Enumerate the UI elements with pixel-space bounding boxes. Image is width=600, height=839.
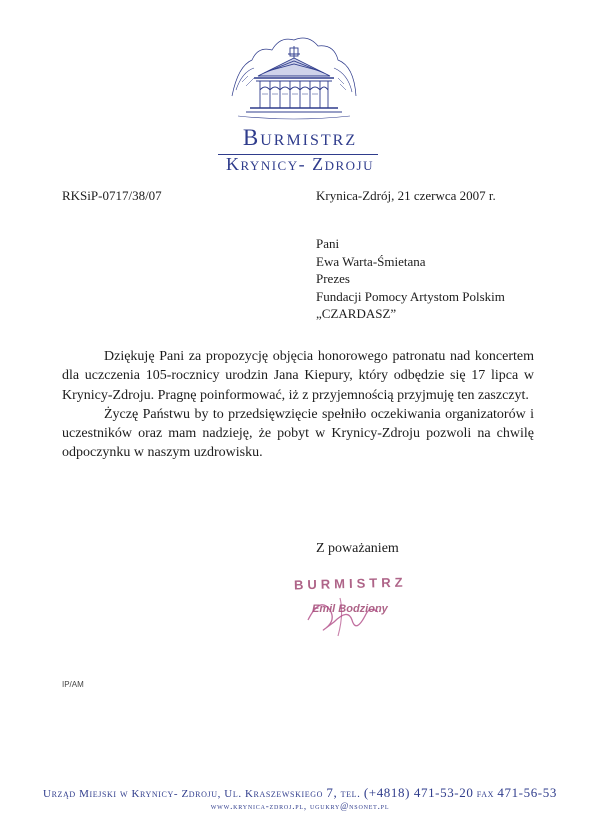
typist-initials: IP/AM <box>62 680 84 689</box>
addressee-line: Fundacji Pomocy Artystom Polskim <box>316 288 505 304</box>
addressee-line: Pani <box>316 236 340 251</box>
footer-tel-label: tel. <box>340 788 361 800</box>
addressee-block <box>316 235 505 323</box>
letterhead-subtitle: Krynicy- Zdroju <box>225 154 374 174</box>
pavilion-engraving-icon <box>228 26 360 124</box>
footer-street-number: 7, <box>326 785 338 800</box>
addressee-line: Ewa Warta-Śmietana <box>316 253 426 269</box>
addressee-line: Prezes <box>316 271 350 286</box>
stamp-name: Emil Bodziony <box>312 603 388 615</box>
addressee-line: „CZARDASZ” <box>316 306 397 321</box>
stamp-title: BURMISTRZ <box>293 574 407 593</box>
letterhead-title: Burmistrz <box>242 125 358 150</box>
footer-web-email: www.krynica-zdroj.pl, ugukry@nsonet.pl <box>210 801 390 811</box>
footer-fax-value: 471-56-53 <box>497 785 557 800</box>
footer-address <box>0 785 600 801</box>
footer-tel-value: (+4818) 471-53-20 <box>363 785 474 800</box>
footer-address-prefix: Urząd Miejski w Krynicy- Zdroju, Ul. Kraszewskiego <box>43 788 323 800</box>
footer-fax-label: fax <box>476 788 495 800</box>
letter-body <box>62 347 534 463</box>
signature-icon <box>300 590 390 640</box>
closing-phrase: Z poważaniem <box>316 541 399 556</box>
body-paragraph: Życzę Państwu by to przedsięwzięcie spełniło oczekiwania organizatorów i uczestników oraz mam nadzieję, że pobyt w Krynicy-Zdroju pozwoli na chwilę odpoczynku w naszym uzdrowisku. <box>62 406 534 461</box>
reference-number: RKSiP-0717/38/07 <box>62 188 162 203</box>
place-date: Krynica-Zdrój, 21 czerwca 2007 r. <box>316 188 496 203</box>
body-paragraph: Dziękuję Pani za propozycję objęcia honorowego patronatu nad koncertem dla uczczenia 105-rocznicy urodzin Jana Kiepury, który odbędzie się 17 lipca w Krynicy-Zdroju. Pragnę poinformować, iż z przyjemnością przyjmuję ten zaszczyt. <box>62 349 534 403</box>
